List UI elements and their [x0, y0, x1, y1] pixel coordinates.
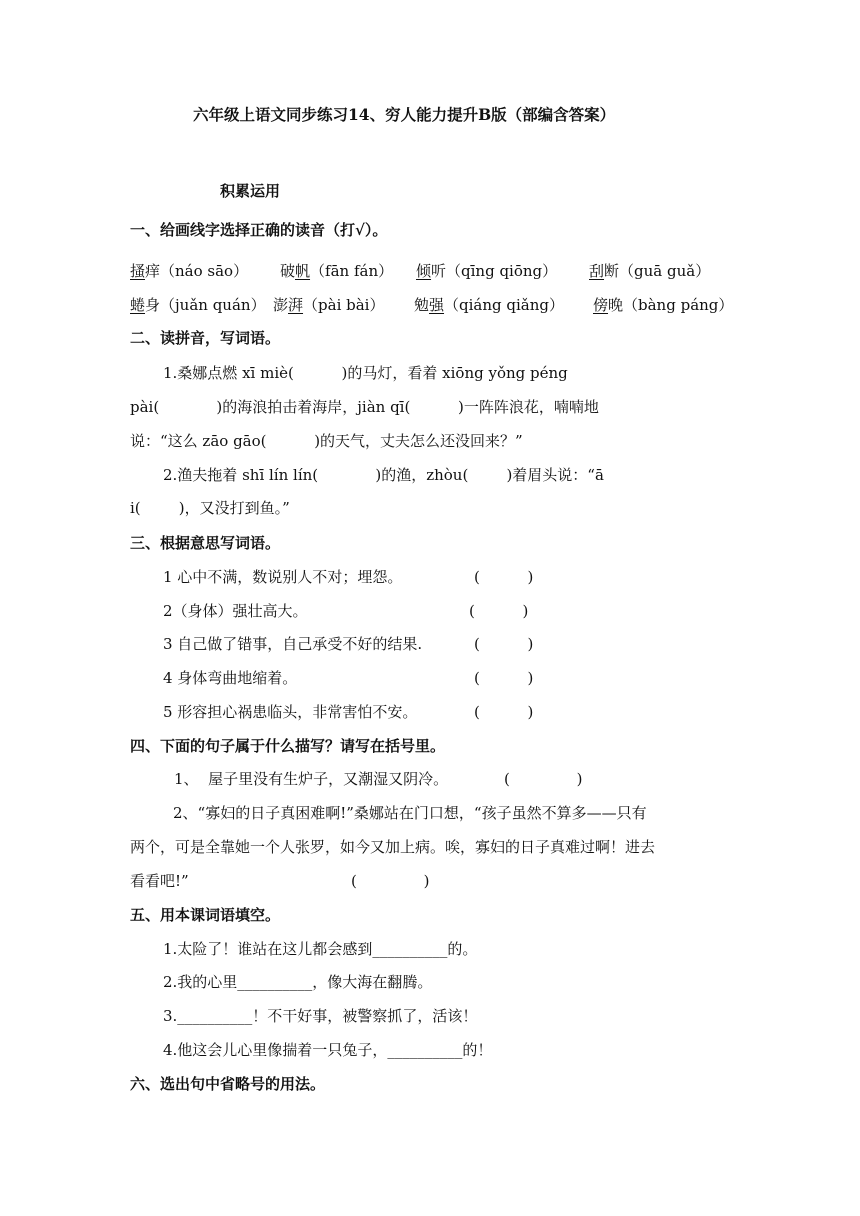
definition-item: 5 形容担心祸患临头，非常害怕不安。: [163, 703, 418, 721]
underlined-char: 倾: [416, 262, 432, 280]
pinyin-choice-1: 搔痒（náo sāo）: [130, 262, 249, 280]
passage-line: i( )，又没打到鱼。”: [130, 499, 290, 517]
section-6-heading: 六、选出句中省略号的用法。: [130, 1075, 326, 1093]
passage-line: 1.桑娜点燃 xī miè( )的马灯，看着 xiōng yǒng péng: [163, 364, 568, 382]
passage-line: 说：“这么 zāo gāo( )的天气，丈夫怎么还没回来？”: [130, 432, 523, 450]
pinyin-choice-6: 澎湃（pài bài）: [273, 296, 385, 314]
section-4-heading: 四、下面的句子属于什么描写？请写在括号里。: [130, 737, 446, 755]
answer-blank: ( ): [351, 872, 430, 890]
pinyin-choice-5: 蜷身（juǎn quán）: [130, 296, 266, 314]
fill-blank-item: 2.我的心里__________，像大海在翻腾。: [163, 973, 433, 991]
definition-item: 2（身体）强壮高大。: [163, 602, 308, 620]
section-5-heading: 五、用本课词语填空。: [130, 906, 281, 924]
answer-blank: ( ): [469, 602, 529, 620]
section-3-heading: 三、根据意思写词语。: [130, 534, 281, 552]
pinyin-choice-3: 倾听（qīng qiōng）: [416, 262, 558, 280]
fill-blank-item: 4.他这会儿心里像揣着一只兔子，__________的！: [163, 1041, 493, 1059]
underlined-char: 傍: [593, 296, 609, 314]
answer-blank: ( ): [474, 635, 534, 653]
sentence-line: 两个，可是全靠她一个人张罗，如今又加上病。唉，寡妇的日子真难过啊！进去: [130, 838, 656, 856]
fill-blank-item: 1.太险了！谁站在这儿都会感到__________的。: [163, 940, 478, 958]
underlined-char: 搔: [130, 262, 146, 280]
pinyin-choice-7: 勉强（qiáng qiǎng）: [414, 296, 565, 314]
underlined-char: 蜷: [130, 296, 146, 314]
underlined-char: 强: [429, 296, 445, 314]
sentence-line: 2、“寡妇的日子真困难啊!”桑娜站在门口想，“孩子虽然不算多——只有: [173, 804, 647, 822]
answer-blank: ( ): [474, 669, 534, 687]
section-subtitle: 积累运用: [220, 182, 281, 200]
underlined-char: 湃: [288, 296, 304, 314]
definition-item: 1 心中不满，数说别人不对；埋怨。: [163, 568, 403, 586]
sentence-item: 1、 屋子里没有生炉子，又潮湿又阴冷。: [174, 770, 449, 788]
passage-line: pài( )的海浪拍击着海岸，jiàn qī( )一阵阵浪花，喃喃地: [130, 398, 599, 416]
section-2-heading: 二、读拼音，写词语。: [130, 329, 281, 347]
document-title: 六年级上语文同步练习14、穷人能力提升B版（部编含答案）: [193, 105, 616, 124]
answer-blank: ( ): [474, 703, 534, 721]
section-1-heading: 一、给画线字选择正确的读音（打√）。: [130, 221, 388, 239]
passage-line: 2.渔夫拖着 shī lín lín( )的渔，zhòu( )着眉头说：“ā: [163, 466, 604, 484]
answer-blank: ( ): [504, 770, 583, 788]
pinyin-choice-8: 傍晚（bàng páng）: [593, 296, 734, 314]
answer-blank: ( ): [474, 568, 534, 586]
pinyin-choice-2: 破帆（fān fán）: [280, 262, 394, 280]
fill-blank-item: 3.__________！不干好事，被警察抓了，活该！: [163, 1007, 478, 1025]
underlined-char: 刮: [589, 262, 605, 280]
definition-item: 4 身体弯曲地缩着。: [163, 669, 298, 687]
underlined-char: 帆: [295, 262, 311, 280]
sentence-line: 看看吧!”: [130, 872, 189, 890]
pinyin-choice-4: 刮断（guā guǎ）: [589, 262, 711, 280]
definition-item: 3 自己做了错事，自己承受不好的结果.: [163, 635, 423, 653]
